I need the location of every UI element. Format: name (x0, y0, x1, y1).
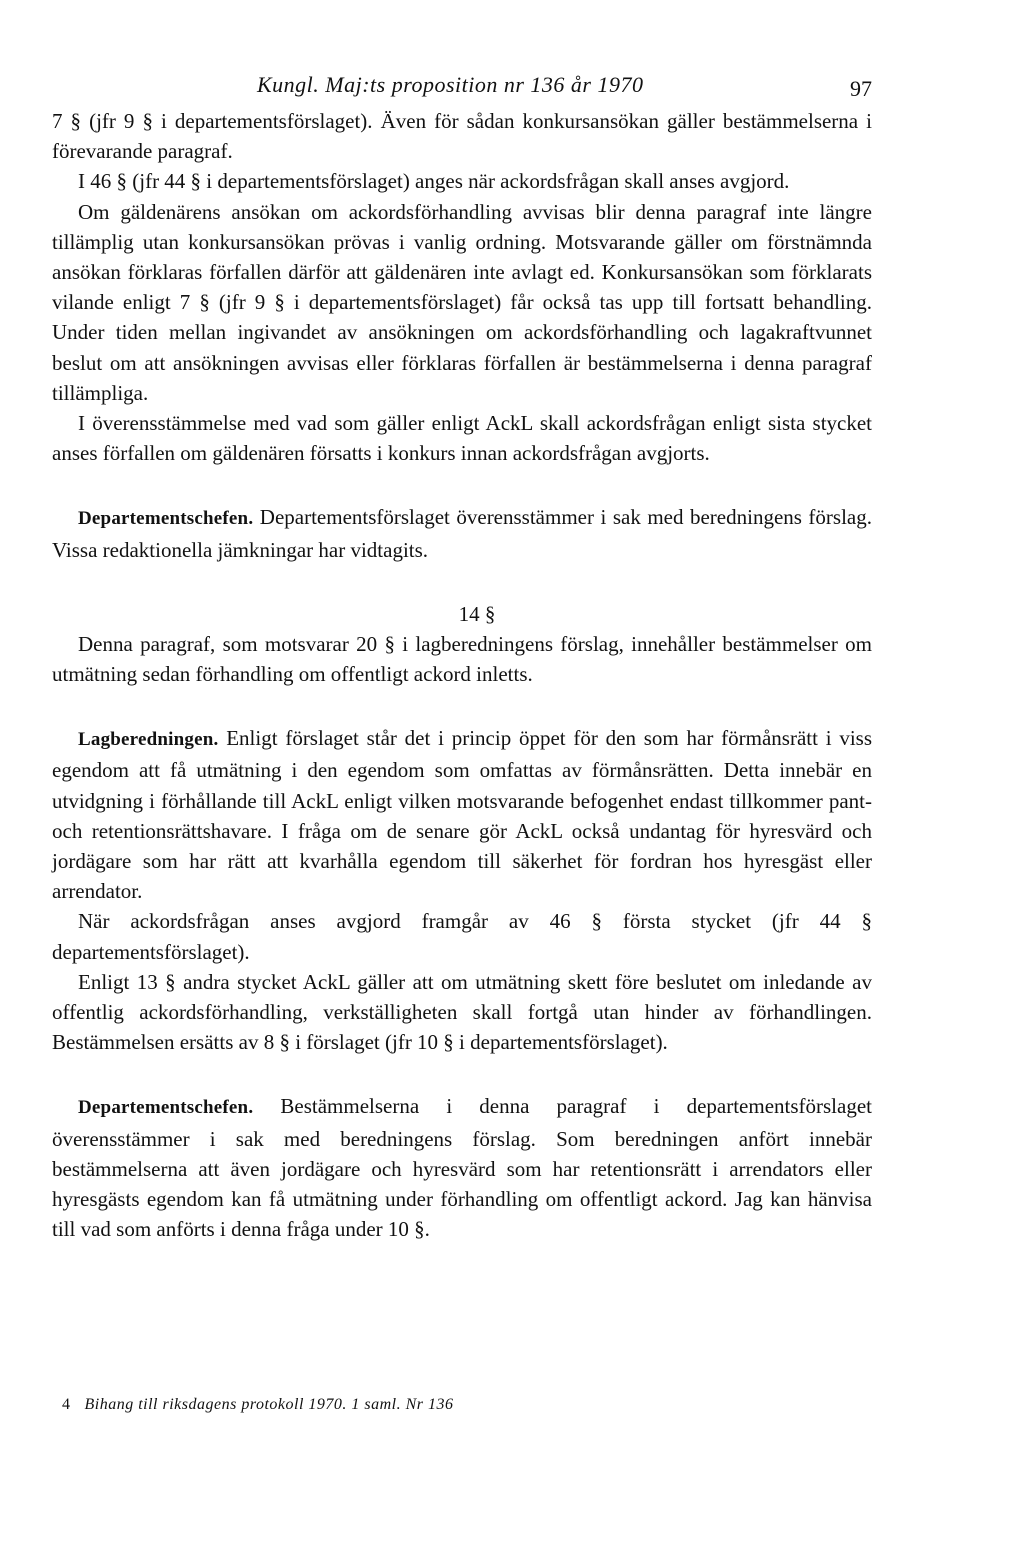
paragraph-text: Bestämmelserna i denna paragraf i departementsförslaget överensstämmer i sak med beredningens förslag. Som beredningen anfört innebär bestämmelserna att även jordägare och hyresvärd som har retentionsrätt i arrendators eller hyresgästs egendom kan få utmätning under förhandling om offentligt ackord. Jag kan hänvisa till vad som anförts i denna fråga under 10 §. (52, 1094, 872, 1242)
footer-reference: Bihang till riksdagens protokoll 1970. 1 saml. Nr 136 (84, 1396, 454, 1413)
speaker-label: Departementschefen. (78, 1097, 254, 1119)
speaker-label: Departementschefen. (78, 508, 254, 530)
paragraph-text: Departementsförslaget överensstämmer i sak med beredningens förslag. Vissa redaktionella jämkningar har vidtagits. (52, 505, 872, 562)
document-page (52, 72, 872, 1245)
page-footer (62, 1396, 454, 1414)
departementschefen-paragraph-1 (52, 502, 872, 564)
paragraph: Enligt 13 § andra stycket AckL gäller att om utmätning skett före beslutet om inledande av offentlig ackordsförhandling, verkställigheten skall fortgå utan hinder av förhandlingen. Bestämmelsen ersätts av 8 § i förslaget (jfr 10 § i departementsförslaget). (52, 969, 872, 1055)
paragraph: Om gäldenärens ansökan om ackordsförhandling avvisas blir denna paragraf inte längre tillämplig utan konkursansökan prövas i vanlig ordning. Motsvarande gäller om förstnämnda ansökan förklaras förfallen därför att gäldenären inte avlagt ed. Konkursansökan som förklarats vilande enligt 7 § (jfr 9 § i departementsförslaget) får också tas upp till fortsatt behandling. Under tiden mellan ingivandet av ansökningen om ackordsförhandling och lagakraftvunnet beslut om att ansökningen avvisas eller förklaras förfallen är bestämmelserna i denna paragraf tillämpliga. (52, 199, 872, 405)
paragraph-text: Enligt förslaget står det i princip öppet för den som har förmånsrätt i viss egendom att få utmätning i den egendom som omfattas av förmånsrätten. Detta innebär en utvidgning i förhållande till AckL enligt vilken motsvarande befogenhet endast tillkommer pant- och retentionsrättshavare. I fråga om de senare gör AckL också undantag för hyresvärd och jordägare som har rätt att kvarhålla egendom till säkerhet för fordran hos hyresgäst eller arrendator. (52, 726, 872, 904)
header-title: Kungl. Maj:ts proposition nr 136 år 1970 (257, 72, 644, 97)
paragraph: I överensstämmelse med vad som gäller enligt AckL skall ackordsfrågan enligt sista stycket anses förfallen om gäldenären försatts i konkurs innan ackordsfrågan avgjorts. (52, 411, 872, 466)
speaker-label: Lagberedningen. (78, 729, 219, 751)
footer-number: 4 (62, 1396, 71, 1413)
page-number: 97 (850, 76, 872, 101)
paragraph: 7 § (jfr 9 § i departementsförslaget). Även för sådan konkursansökan gäller bestämmelserna i förevarande paragraf. (52, 109, 872, 164)
lagberedningen-paragraph (52, 723, 872, 906)
paragraph: När ackordsfrågan anses avgjord framgår av 46 § första stycket (jfr 44 § departementsförslaget). (52, 909, 872, 964)
departementschefen-paragraph-2 (52, 1091, 872, 1244)
section-intro: Denna paragraf, som motsvarar 20 § i lagberedningens förslag, innehåller bestämmelser om utmätning sedan förhandling om offentligt ackord inletts. (52, 631, 872, 687)
paragraph: I 46 § (jfr 44 § i departementsförslaget) anges när ackordsfrågan skall anses avgjord. (78, 169, 790, 194)
running-header (52, 72, 872, 106)
section-heading: 14 § (458, 601, 496, 626)
